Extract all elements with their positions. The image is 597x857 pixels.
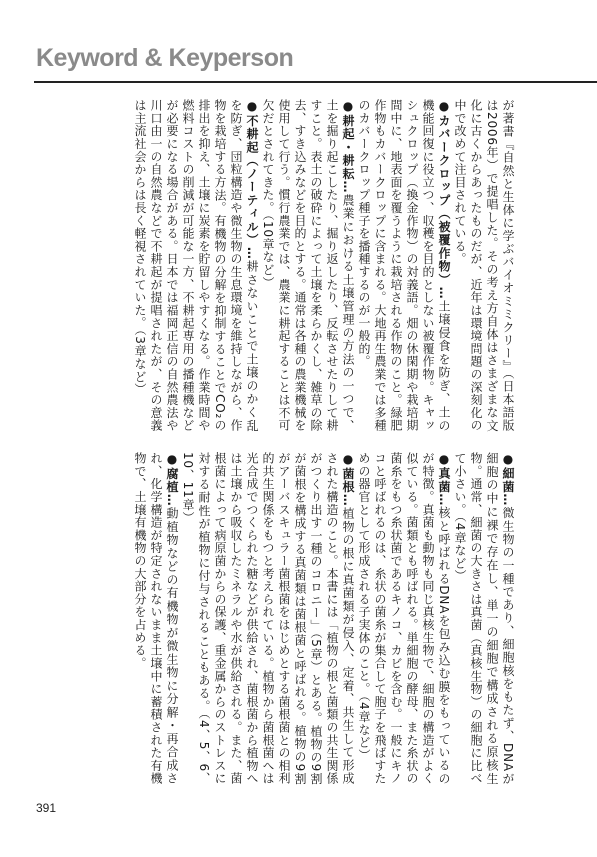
entry-text: 農業における土壌管理の方法の一つで、土を掘り起こしたり、掘り返したり、反転させたりして耕すこと。表土の破砕によって土壌を柔らかくし、雑草の除去、すき込みなどを目的とする。通常は各種の農業機械を使用して行う。慣行農業では、農業に耕起することは不可欠だとされてきた。（10章など）	[261, 99, 355, 432]
entry-term: ●腐植…	[165, 452, 179, 507]
entry-tillage	[260, 99, 356, 432]
entry-text: 微生物の一種であり、細胞核をもたず、DNAが細胞の中に裸で存在し、単一の細胞で構成される原核生物。通常、細菌の大きさは真菌（真核生物）の細胞に比べて小さい。（4章など）	[453, 452, 515, 785]
entry-mycorrhiza	[180, 452, 356, 785]
entry-term: ●耕起・耕耘…	[341, 99, 355, 194]
entry-text: 植物の根に真菌類が侵入、定着、共生して形成された構造のこと。本書には「植物の根と菌類の共生関係がつくり出す一種のコロニー」（5章）とある。植物の9割が菌根を構成する真菌類は菌根菌と呼ばれる。植物の9割がアーバスキュラー菌根菌をはじめとする菌根菌との相利的共生関係をもつと考えられている。植物から菌根菌へは光合成でつくられた糖などが供給され、菌根菌から植物へは土壌から吸収したミネラルや水が供給される。また、菌根菌によって病原菌からの保護、重金属からのストレスに対する耐性が植物に付与されることもある。（4、5、6、10、11章）	[181, 452, 355, 785]
entry-cover-crop	[356, 99, 452, 432]
entry-humus	[132, 452, 180, 785]
entry-term: ●菌根…	[341, 452, 355, 507]
entry-term: ●不耕起（ノーティル）…	[245, 99, 259, 260]
entry-fungi	[356, 452, 452, 785]
page-number: 391	[36, 801, 57, 815]
entry-no-till	[132, 99, 260, 432]
lower-text-column	[70, 452, 516, 785]
entry-term: ●真菌…	[437, 452, 451, 507]
entry-bacteria	[452, 452, 516, 785]
entry-term: ●カバークロップ（被覆作物）…	[437, 99, 451, 300]
paragraph-text: が著書『自然と生体に学ぶバイオミミクリー』（日本語版は2006年）で提唱した。その考え方自体はさまざまな文化に古くからあったものだが、近年は環境問題の深刻化の中で改めて注目されている。	[453, 99, 515, 432]
header-rule	[34, 81, 597, 83]
entry-text: 動植物などの有機物が微生物に分解・再合成され、化学構造が特定されないまま土壌中に蓄積された有機物で、土壌有機物の大部分を占める。	[133, 452, 179, 785]
paragraph-biomimicry-continued	[452, 99, 516, 432]
entry-text: 土壌侵食を防ぎ、土の機能回復に役立つ、収穫を目的としない被覆作物。キャッシュクロップ（換金作物）の対義語。畑の休閑期や栽培期間中に、地表面を覆うように栽培される作物のこと。緑肥作物もカバークロップに含まれる。大地再生農業では多種のカバークロップ種子を播種するのが一般的。	[357, 99, 451, 433]
entry-text: 耕さないことで土壌のかく乱を防ぎ、団粒構造や微生物の生息環境を維持しながら、作物を栽培する方法。有機物の分解を抑制することでCO₂の排出を抑え、土壌に炭素を貯留しやすくなる。作業時間や燃料コストの削減が可能な一方、不耕起専用の播種機などが必要になる場合がある。日本では福岡正信の自然農法や川口由一の自然農などで不耕起が提唱されたが、その意義は主流社会からは長く軽視されていた。（3章など）	[133, 99, 259, 432]
entry-text: 核と呼ばれるDNAを包み込む膜をもっているのが特徴。真菌も動物も同じ真核生物で、細胞の構造がよく似ている。菌類とも呼ばれる。単細胞の酵母、また糸状の菌糸をもつ糸状菌であるキノコ、カビを含む。一般にキノコと呼ばれるのは、糸状の菌糸が集合して胞子を飛ばすための器官として形成される子実体のこと。（4章など）	[357, 452, 451, 785]
page-header-title: Keyword & Keyperson	[36, 44, 294, 72]
upper-text-column	[70, 99, 516, 432]
entry-term: ●細菌…	[501, 452, 515, 507]
